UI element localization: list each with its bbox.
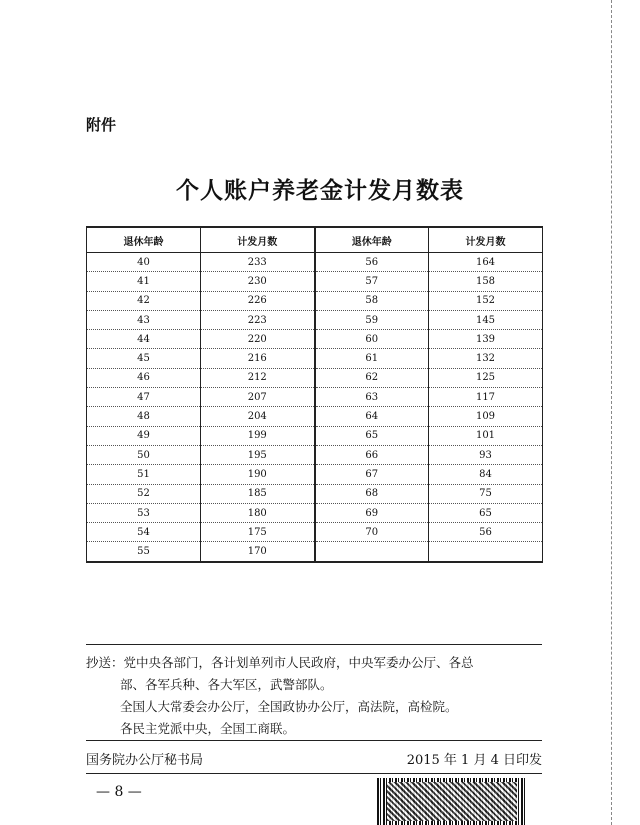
cell-months-right: 145 <box>429 310 543 329</box>
cell-months-left: 226 <box>201 291 315 310</box>
cell-months-right: 132 <box>429 349 543 368</box>
table-row <box>87 330 543 349</box>
cc-line-3: 全国人大常委会办公厅，全国政协办公厅，高法院，高检院。 <box>120 699 458 714</box>
footer-top-rule <box>86 644 542 645</box>
table-row <box>87 388 543 407</box>
cell-months-left: 216 <box>201 349 315 368</box>
table-row <box>87 368 543 387</box>
barcode-image <box>377 778 527 825</box>
cell-retire-age-right: 69 <box>315 503 429 522</box>
cc-label: 抄送： <box>86 655 124 670</box>
cell-retire-age-left: 41 <box>87 272 201 291</box>
cell-months-left: 220 <box>201 330 315 349</box>
cell-months-right: 65 <box>429 503 543 522</box>
cell-retire-age-right: 63 <box>315 388 429 407</box>
cell-months-left: 230 <box>201 272 315 291</box>
cell-months-right: 158 <box>429 272 543 291</box>
cell-retire-age-right: 59 <box>315 310 429 329</box>
cell-months-right: 84 <box>429 465 543 484</box>
cell-retire-age-right: 62 <box>315 368 429 387</box>
cell-months-right: 101 <box>429 426 543 445</box>
table-row <box>87 349 543 368</box>
cell-months-left: 170 <box>201 542 315 562</box>
table-row <box>87 426 543 445</box>
cell-retire-age-left: 52 <box>87 484 201 503</box>
table-row <box>87 542 543 562</box>
cell-retire-age-left: 49 <box>87 426 201 445</box>
cell-months-left: 223 <box>201 310 315 329</box>
cell-months-left: 195 <box>201 445 315 464</box>
cc-line-4: 各民主党派中央，全国工商联。 <box>120 721 296 736</box>
cell-retire-age-left: 44 <box>87 330 201 349</box>
table-row <box>87 445 543 464</box>
cell-retire-age-right: 64 <box>315 407 429 426</box>
issue-date: 2015 年 1 月 4 日印发 <box>406 753 542 768</box>
cell-months-right: 139 <box>429 330 543 349</box>
cc-line-1 <box>86 652 536 674</box>
cell-retire-age-right: 58 <box>315 291 429 310</box>
table-row <box>87 484 543 503</box>
cell-months-right: 75 <box>429 484 543 503</box>
table-row <box>87 503 543 522</box>
cell-months-right: 164 <box>429 253 543 272</box>
table-row <box>87 272 543 291</box>
cell-retire-age-left: 54 <box>87 523 201 542</box>
table-row <box>87 407 543 426</box>
cell-months-right: 125 <box>429 368 543 387</box>
document-title: 个人账户养老金计发月数表 <box>176 177 464 204</box>
pension-months-table <box>86 226 543 563</box>
header-months-2: 计发月数 <box>429 227 543 253</box>
cell-retire-age-right: 60 <box>315 330 429 349</box>
cell-months-left: 207 <box>201 388 315 407</box>
footer-bottom-rule <box>86 773 542 774</box>
cell-months-right <box>429 542 543 562</box>
cell-retire-age-left: 50 <box>87 445 201 464</box>
cell-retire-age-left: 42 <box>87 291 201 310</box>
header-months-1: 计发月数 <box>201 227 315 253</box>
cell-retire-age-left: 45 <box>87 349 201 368</box>
cell-months-left: 199 <box>201 426 315 445</box>
table-row <box>87 523 543 542</box>
header-retire-age-2: 退休年龄 <box>315 227 429 253</box>
table-row <box>87 465 543 484</box>
cell-months-right: 152 <box>429 291 543 310</box>
cell-retire-age-right: 70 <box>315 523 429 542</box>
cell-months-left: 190 <box>201 465 315 484</box>
cell-retire-age-left: 51 <box>87 465 201 484</box>
scan-edge-line <box>611 0 612 825</box>
cell-retire-age-left: 40 <box>87 253 201 272</box>
cell-months-right: 117 <box>429 388 543 407</box>
cell-retire-age-right: 65 <box>315 426 429 445</box>
cell-retire-age-right: 61 <box>315 349 429 368</box>
barcode-pattern <box>387 782 517 821</box>
table-header-row <box>87 227 543 253</box>
cell-retire-age-right: 57 <box>315 272 429 291</box>
cell-retire-age-right: 67 <box>315 465 429 484</box>
cell-months-left: 212 <box>201 368 315 387</box>
cell-retire-age-right: 66 <box>315 445 429 464</box>
table-row <box>87 291 543 310</box>
cell-retire-age-left: 46 <box>87 368 201 387</box>
attachment-label: 附件 <box>86 116 117 134</box>
cc-line-2: 部、各军兵种、各大军区，武警部队。 <box>120 677 333 692</box>
cell-retire-age-right: 56 <box>315 253 429 272</box>
cell-months-left: 233 <box>201 253 315 272</box>
cell-retire-age-right <box>315 542 429 562</box>
cell-months-left: 185 <box>201 484 315 503</box>
cell-months-right: 109 <box>429 407 543 426</box>
table-row <box>87 310 543 329</box>
cc-block <box>86 652 536 740</box>
table-row <box>87 253 543 272</box>
cell-months-right: 93 <box>429 445 543 464</box>
cell-months-left: 175 <box>201 523 315 542</box>
cell-retire-age-left: 43 <box>87 310 201 329</box>
cell-months-right: 56 <box>429 523 543 542</box>
cell-retire-age-left: 48 <box>87 407 201 426</box>
page-number: — 8 — <box>96 784 142 800</box>
cell-retire-age-left: 47 <box>87 388 201 407</box>
issuer-name: 国务院办公厅秘书局 <box>86 753 204 768</box>
footer-middle-rule <box>86 740 542 741</box>
cc-text-1: 党中央各部门，各计划单列市人民政府，中央军委办公厅、各总 <box>123 655 474 670</box>
cell-months-left: 180 <box>201 503 315 522</box>
cell-retire-age-left: 55 <box>87 542 201 562</box>
cell-months-left: 204 <box>201 407 315 426</box>
cell-retire-age-right: 68 <box>315 484 429 503</box>
cell-retire-age-left: 53 <box>87 503 201 522</box>
header-retire-age-1: 退休年龄 <box>87 227 201 253</box>
